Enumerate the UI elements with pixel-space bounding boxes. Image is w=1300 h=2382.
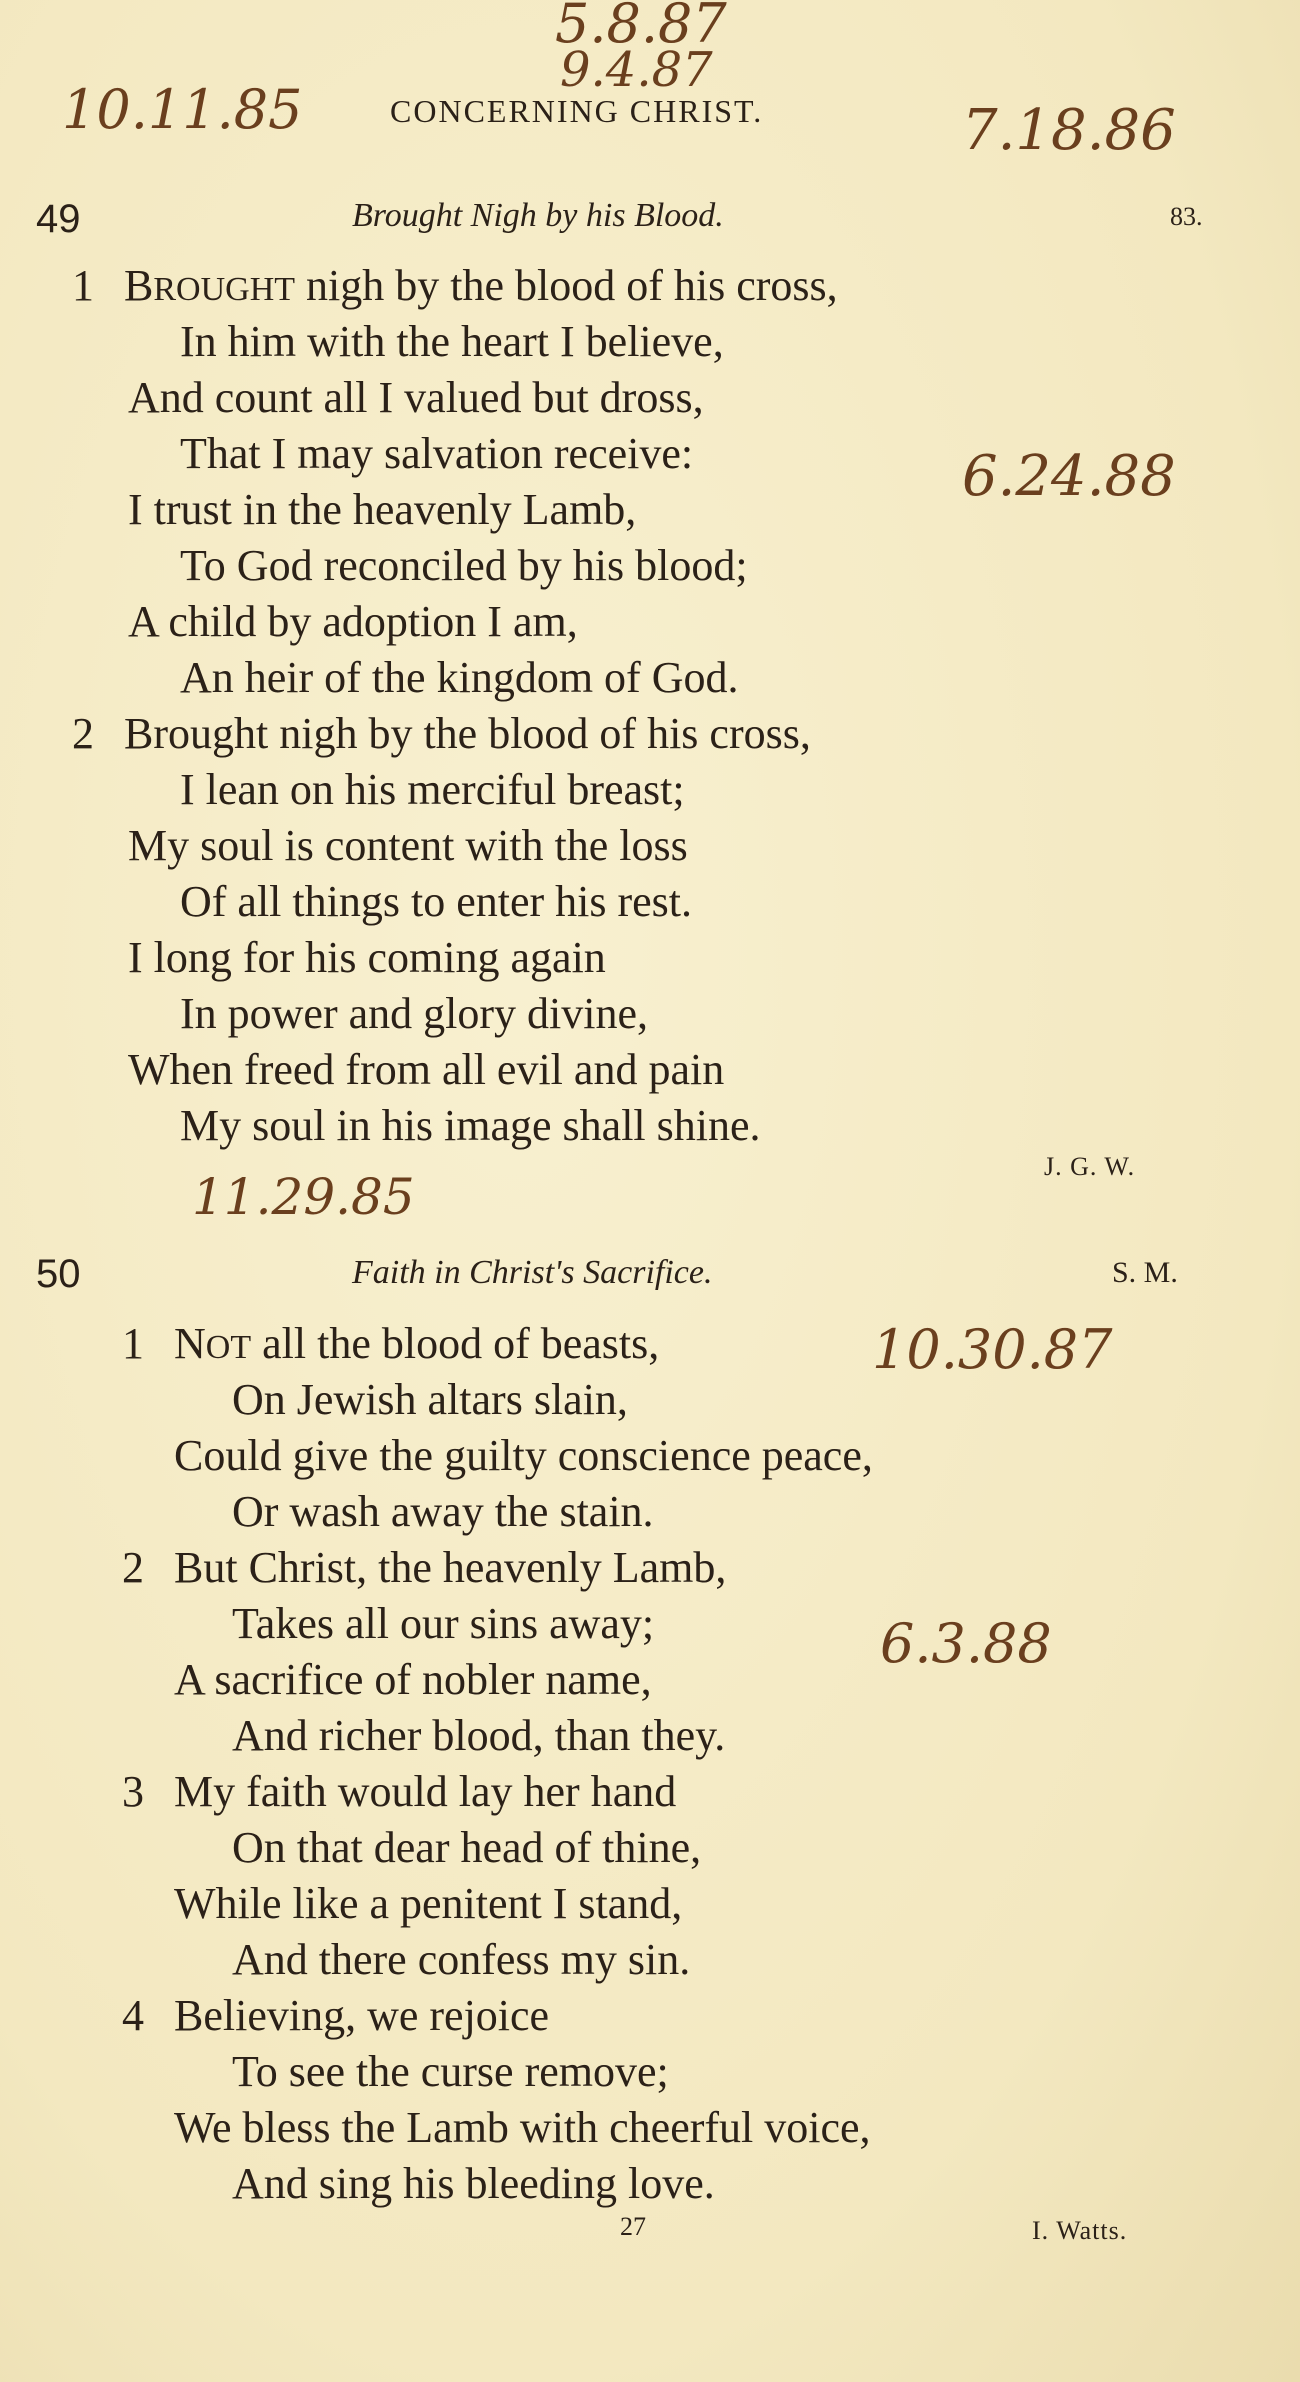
verse-line: In power and glory divine, [180, 989, 648, 1038]
verse-line: 2 Brought nigh by the blood of his cross, [72, 709, 811, 758]
verse-number: 2 [72, 709, 94, 758]
verse-line: My soul is content with the loss [128, 821, 688, 870]
verse-line: Could give the guilty conscience peace, [174, 1431, 873, 1480]
verse-line: I trust in the heavenly Lamb, [128, 485, 637, 534]
handwritten-date-top-center-1: 5.8.87 [555, 0, 727, 55]
verse-number: 1 [122, 1319, 144, 1368]
verse-line: 1 BROUGHT nigh by the blood of his cross, [72, 261, 838, 310]
handwritten-date-margin-49: 6.24.88 [962, 444, 1176, 509]
verse-line: I long for his coming again [128, 933, 606, 982]
verse-number: 1 [72, 261, 94, 310]
handwritten-date-top-center-2: 9.4.87 [560, 42, 713, 98]
handwritten-date-margin-50a: 10.30.87 [872, 1318, 1113, 1381]
hymn-number-50: 50 [36, 1252, 81, 1296]
verse-line: Of all things to enter his rest. [180, 877, 693, 926]
verse-line: And there confess my sin. [232, 1935, 691, 1984]
verse-line: In him with the heart I believe, [180, 317, 724, 366]
verse-line: My soul in his image shall shine. [180, 1101, 761, 1150]
verse-line: That I may salvation receive: [180, 429, 694, 478]
verse-line: And richer blood, than they. [232, 1711, 726, 1760]
verse-line: I lean on his merciful breast; [180, 765, 685, 814]
verse-line: To see the curse remove; [232, 2047, 669, 2096]
hymn-title-50: Faith in Christ's Sacrifice. [352, 1254, 713, 1291]
running-head: CONCERNING CHRIST. [390, 93, 764, 129]
verse-line: 4 Believing, we rejoice [122, 1991, 550, 2040]
verse-line: 3 My faith would lay her hand [122, 1767, 677, 1816]
verse-line: While like a penitent I stand, [174, 1879, 683, 1928]
hymn-title-49: Brought Nigh by his Blood. [352, 197, 724, 234]
hymn-author-49: J. G. W. [1044, 1152, 1136, 1181]
verse-line: To God reconciled by his blood; [180, 541, 748, 590]
verse-line: On Jewish altars slain, [232, 1375, 628, 1424]
verse-line: A child by adoption I am, [128, 597, 578, 646]
verse-line: When freed from all evil and pain [128, 1045, 725, 1094]
signature-mark: 27 [620, 2212, 646, 2241]
handwritten-date-margin-50b: 6.3.88 [880, 1612, 1052, 1675]
verse-line: And sing his bleeding love. [232, 2159, 715, 2208]
verse-number: 3 [122, 1767, 144, 1816]
hymn-meter-50: S. M. [1112, 1256, 1178, 1289]
verse-line: Or wash away the stain. [232, 1487, 654, 1536]
verse-line: Takes all our sins away; [232, 1599, 655, 1648]
verse-line: 2 But Christ, the heavenly Lamb, [122, 1543, 727, 1592]
handwritten-date-top-left: 10.11.85 [62, 78, 303, 141]
handwritten-date-between-hymns: 11.29.85 [192, 1168, 415, 1226]
verse-number: 2 [122, 1543, 144, 1592]
handwritten-date-top-right: 7.18.86 [962, 98, 1176, 163]
verse-line: A sacrifice of nobler name, [174, 1655, 652, 1704]
hymn-number-49: 49 [36, 197, 81, 241]
page-number: 83. [1170, 202, 1203, 231]
verse-line: We bless the Lamb with cheerful voice, [174, 2103, 871, 2152]
verse-line: On that dear head of thine, [232, 1823, 702, 1872]
verse-line: An heir of the kingdom of God. [180, 653, 739, 702]
verse-line: 1 NOT all the blood of beasts, [122, 1319, 660, 1368]
hymn-author-50: I. Watts. [1032, 2216, 1128, 2245]
verse-line: And count all I valued but dross, [128, 373, 704, 422]
verse-number: 4 [122, 1991, 144, 2040]
